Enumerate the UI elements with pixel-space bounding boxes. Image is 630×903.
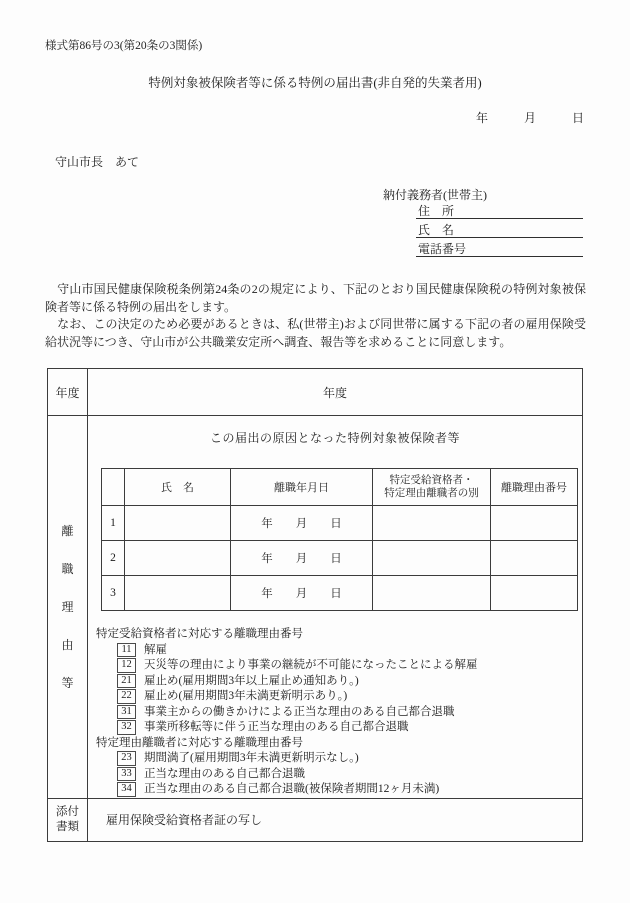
reason-code-item — [96, 782, 582, 798]
fiscal-year-value-cell: 年度 — [88, 369, 583, 416]
code-text: 雇止め(雇用期間3年未満更新明示あり。) — [144, 690, 348, 702]
vertical-char: 等 — [61, 676, 74, 691]
name-cell — [125, 506, 231, 541]
fiscal-year-row — [48, 369, 583, 416]
code-box: 11 — [117, 643, 136, 658]
code-box: 12 — [117, 658, 136, 673]
insured-persons-table — [101, 468, 578, 611]
insured-person-row — [102, 541, 578, 576]
main-table — [47, 368, 583, 842]
reason-code-item — [96, 751, 582, 767]
address-field — [416, 202, 583, 219]
reason-code-item — [96, 689, 582, 705]
category-header-line1: 特定受給資格者・ — [389, 475, 474, 486]
group2-heading: 特定理由離職者に対応する離職理由番号 — [96, 736, 303, 749]
code-box: 21 — [117, 674, 136, 689]
code-text: 雇止め(雇用期間3年以上雇止め通知あり。) — [144, 674, 359, 687]
declaration-paragraph: 守山市国民健康保険税条例第24条の2の規定により、下記のとおり国民健康保険税の特例対象被保険者等に係る特例の届出をします。 — [45, 282, 586, 314]
code-box: 33 — [117, 767, 136, 782]
date-line: 年 月 日 — [475, 111, 584, 125]
addressee: 守山市長 あて — [55, 155, 140, 169]
category-cell — [373, 541, 491, 576]
vertical-char: 職 — [61, 562, 74, 577]
consent-paragraph: なお、この決定のため必要があるときは、私(世帯主)および同世帯に属する下記の者の雇用保険受給状況等につき、守山市が公共職業安定所へ調査、報告等を求めることに同意します。 — [45, 317, 586, 349]
reason-number-cell — [491, 541, 578, 576]
reason-code-item — [96, 658, 582, 674]
category-header-cell — [373, 469, 491, 506]
reason-number-cell — [491, 506, 578, 541]
separation-reason-vertical-label — [48, 416, 88, 799]
row-number-cell: 1 — [102, 506, 125, 541]
fiscal-year-label: 年度 — [48, 369, 88, 416]
insured-person-row — [102, 506, 578, 541]
reason-code-item — [96, 720, 582, 736]
reason-code-list — [96, 627, 582, 798]
name-field — [416, 221, 583, 238]
category-cell — [373, 506, 491, 541]
separation-date-cell: 年 月 日 — [231, 576, 373, 611]
name-cell — [125, 541, 231, 576]
attachment-label — [48, 798, 88, 841]
attachment-label-line1: 添付 — [56, 806, 79, 818]
code-text: 解雇 — [144, 643, 167, 656]
body-paragraphs — [45, 281, 586, 351]
code-box: 22 — [117, 689, 136, 704]
reason-code-item — [96, 674, 582, 690]
code-text: 事業主からの働きかけによる正当な理由のある自己都合退職 — [144, 705, 455, 718]
code-text: 天災等の理由により事業の継続が不可能になったことによる解雇 — [144, 659, 478, 671]
payer-heading: 納付義務者(世帯主) — [383, 188, 487, 202]
code-text: 正当な理由のある自己都合退職 — [144, 767, 305, 780]
group1-heading: 特定受給資格者に対応する離職理由番号 — [96, 628, 303, 640]
row-number-cell: 3 — [102, 576, 125, 611]
form-number: 様式第86号の3(第20条の3関係) — [45, 40, 203, 52]
separation-reason-row — [48, 416, 583, 799]
code-text: 事業所移転等に伴う正当な理由のある自己都合退職 — [144, 721, 409, 733]
category-cell — [373, 576, 491, 611]
name-header-cell: 氏 名 — [125, 469, 231, 506]
reason-number-header-cell: 離職理由番号 — [491, 469, 578, 506]
separation-date-cell: 年 月 日 — [231, 506, 373, 541]
name-cell — [125, 576, 231, 611]
phone-field — [416, 240, 583, 257]
category-header-line2: 特定理由離職者の別 — [384, 488, 479, 499]
name-label: 氏 名 — [418, 223, 455, 237]
attachment-value: 雇用保険受給資格者証の写し — [88, 798, 583, 841]
separation-date-header-cell: 離職年月日 — [231, 469, 373, 506]
attachment-row — [48, 798, 583, 841]
phone-label: 電話番号 — [418, 242, 467, 256]
inner-header-row — [102, 469, 578, 506]
code-box: 32 — [117, 720, 136, 735]
reason-code-item — [96, 705, 582, 721]
code-box: 34 — [117, 782, 136, 797]
address-label: 住 所 — [418, 204, 455, 218]
insured-person-row — [102, 576, 578, 611]
separation-date-cell: 年 月 日 — [231, 541, 373, 576]
number-header-cell — [102, 469, 125, 506]
code-text: 正当な理由のある自己都合退職(被保険者期間12ヶ月未満) — [144, 783, 440, 795]
vertical-char: 理 — [61, 600, 74, 615]
reason-number-cell — [491, 576, 578, 611]
code-box: 31 — [117, 705, 136, 720]
code-text: 期間満了(雇用期間3年未満更新明示なし。) — [144, 752, 359, 764]
vertical-char: 由 — [61, 638, 74, 653]
attachment-label-line2: 書類 — [56, 820, 79, 833]
row-number-cell: 2 — [102, 541, 125, 576]
code-box: 23 — [117, 751, 136, 766]
document-title: 特例対象被保険者等に係る特例の届出書(非自発的失業者用) — [148, 76, 482, 90]
vertical-char: 離 — [61, 524, 74, 539]
separation-detail-cell — [88, 416, 583, 799]
inner-table-caption: この届出の原因となった特例対象被保険者等 — [209, 431, 460, 445]
reason-code-item — [96, 643, 582, 659]
reason-code-item — [96, 767, 582, 783]
